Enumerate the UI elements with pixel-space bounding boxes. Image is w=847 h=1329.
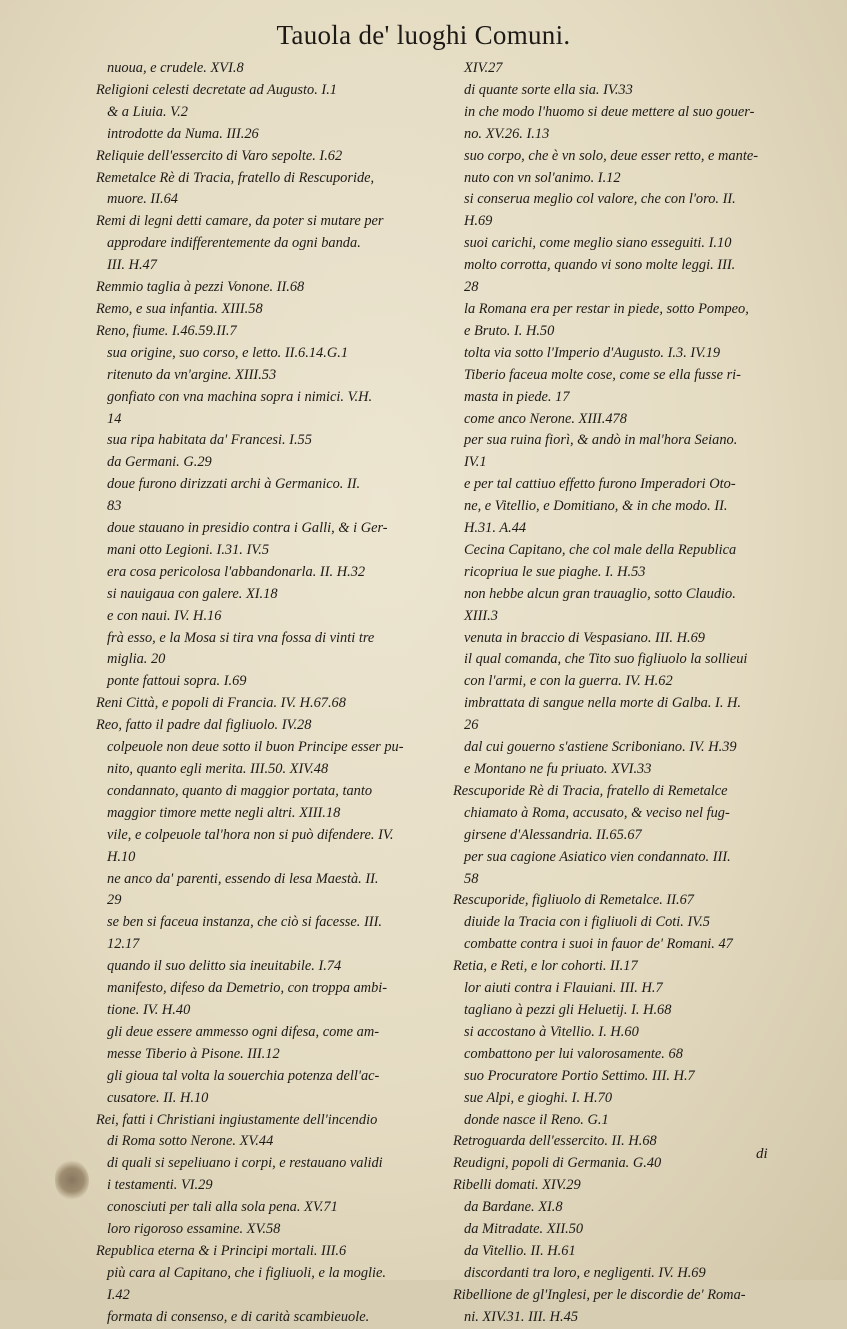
index-entry-sub: tolta via sotto l'Imperio d'Augusto. I.3. IV.19 <box>464 344 721 361</box>
index-entry-sub: di Roma sotto Nerone. XV.44 <box>107 1133 274 1150</box>
index-entry-sub: mani otto Legioni. I.31. IV.5 <box>107 541 270 558</box>
index-entry-sub: venuta in braccio di Vespasiano. III. H.69 <box>464 629 705 646</box>
index-entry-sub: per sua cagione Asiatico vien condannato. III. <box>464 848 731 865</box>
index-entry-sub: 26 <box>464 717 479 734</box>
index-entry-sub: H.69 <box>464 213 493 230</box>
index-entry-sub: suo corpo, che è vn solo, deue esser retto, e mante- <box>464 147 758 164</box>
index-entry-sub: il qual comanda, che Tito suo figliuolo la sollieui <box>464 651 748 668</box>
index-entry-heading: Remi di legni detti camare, da poter si mutare per <box>96 213 384 230</box>
index-entry-sub: muore. II.64 <box>107 191 179 208</box>
index-entry-sub: nito, quanto egli merita. III.50. XIV.48 <box>107 761 329 777</box>
index-entry-sub: ni. XIV.31. III. H.45 <box>464 1308 579 1325</box>
index-entry-sub: con l'armi, e con la guerra. IV. H.62 <box>464 673 673 690</box>
index-entry-sub: e Montano ne fu priuato. XVI.33 <box>464 761 652 777</box>
index-entry-sub: 12.17 <box>107 936 140 953</box>
index-entry-sub: IV.1 <box>464 454 487 471</box>
index-entry-sub: condannato, quanto di maggior portata, tanto <box>107 782 373 799</box>
index-entry-sub: ne, e Vitellio, e Domitiano, & in che modo. II. <box>464 498 728 515</box>
index-entry-sub: combatte contra i suoi in fauor de' Romani. 47 <box>464 936 733 953</box>
index-entry-sub: maggior timore mette negli altri. XIII.18 <box>107 804 341 821</box>
index-entry-sub: sua ripa habitata da' Francesi. I.55 <box>107 432 312 449</box>
index-entry-sub: da Bardane. XI.8 <box>464 1199 563 1216</box>
index-entry-sub: H.31. A.44 <box>464 520 527 537</box>
index-entry-sub: chiamato à Roma, accusato, & veciso nel fug- <box>464 804 730 821</box>
index-entry-sub: no. XV.26. I.13 <box>464 125 550 142</box>
index-entry-sub: 14 <box>107 410 122 427</box>
index-entry-heading: Retia, e Reti, e lor cohorti. II.17 <box>453 958 638 975</box>
index-entry-sub: tagliano à pezzi gli Heluetij. I. H.68 <box>464 1001 672 1018</box>
index-entry-sub: se ben si faceua instanza, che ciò si facesse. III. <box>107 914 382 931</box>
index-entry-sub: da Mitradate. XII.50 <box>464 1221 584 1238</box>
index-entry-sub: Cecina Capitano, che col male della Republica <box>464 541 737 558</box>
index-entry-heading: Ribellione de gl'Inglesi, per le discordie de' Roma- <box>453 1286 746 1303</box>
index-entry-sub: ponte fattoui sopra. I.69 <box>107 673 247 690</box>
index-entry-sub: i testamenti. VI.29 <box>107 1177 213 1194</box>
index-entry-heading: Remo, e sua infantia. XIII.58 <box>96 300 263 317</box>
index-entry-sub: donde nasce il Reno. G.1 <box>464 1111 609 1128</box>
index-entry-sub: sua origine, suo corso, e letto. II.6.14.G.1 <box>107 344 349 361</box>
index-entry-heading: Reliquie dell'essercito di Varo sepolte. I.62 <box>96 147 343 164</box>
index-entry-sub: nuoua, e crudele. XVI.8 <box>107 60 244 76</box>
index-entry-heading: Rescuporide Rè di Tracia, fratello di Remetalce <box>453 782 728 799</box>
index-entry-sub: 83 <box>107 498 122 515</box>
index-entry-sub: ne anco da' parenti, essendo di lesa Maestà. II. <box>107 870 379 887</box>
index-entry-heading: Remetalce Rè di Tracia, fratello di Rescuporide, <box>96 169 375 186</box>
index-entry-sub: molto corrotta, quando vi sono molte leggi. III. <box>464 257 736 274</box>
index-entry-sub: frà esso, e la Mosa si tira vna fossa di vinti tre <box>107 629 375 646</box>
index-entry-heading: Reudigni, popoli di Germania. G.40 <box>453 1155 662 1172</box>
index-entry-sub: loro rigoroso essamine. XV.58 <box>107 1221 281 1238</box>
index-entry-sub: non hebbe alcun gran trauaglio, sotto Claudio. <box>464 585 736 602</box>
index-entry-sub: combattono per lui valorosamente. 68 <box>464 1045 683 1062</box>
index-entry-sub: girsene d'Alessandria. II.65.67 <box>464 826 642 843</box>
index-entry-sub: da Germani. G.29 <box>107 454 212 471</box>
index-entry-sub: diuide la Tracia con i figliuoli di Coti. IV.5 <box>464 914 710 931</box>
index-entry-sub: conosciuti per tali alla sola pena. XV.71 <box>107 1199 338 1216</box>
index-entry-sub: discordanti tra loro, e negligenti. IV. H.69 <box>464 1264 706 1281</box>
index-entry-sub: di quante sorte ella sia. IV.33 <box>464 81 633 98</box>
index-entry-sub: si accostano à Vitellio. I. H.60 <box>464 1023 639 1040</box>
index-entry-heading: Remmio taglia à pezzi Vonone. II.68 <box>96 279 305 296</box>
index-entry-sub: sue Alpi, e gioghi. I. H.70 <box>464 1089 613 1106</box>
index-entry-sub: nuto con vn sol'animo. I.12 <box>464 169 621 186</box>
index-entry-sub: doue furono dirizzati archi à Germanico. II. <box>107 476 361 493</box>
index-entry-heading: Reo, fatto il padre dal figliuolo. IV.28 <box>96 717 312 734</box>
index-entry-sub: si nauigaua con galere. XI.18 <box>107 585 278 602</box>
index-entry-heading: Republica eterna & i Principi mortali. III.6 <box>96 1242 347 1259</box>
index-entry-sub: e Bruto. I. H.50 <box>464 322 555 339</box>
index-entry-heading: Reno, fiume. I.46.59.II.7 <box>96 322 237 339</box>
index-entry-sub: e con naui. IV. H.16 <box>107 607 222 624</box>
index-entry-sub: colpeuole non deue sotto il buon Principe esser pu- <box>107 739 404 756</box>
index-entry-sub: 29 <box>107 892 122 909</box>
index-entry-sub: per sua ruina fiorì, & andò in mal'hora Seiano. <box>464 432 738 449</box>
catchword: di <box>756 1146 768 1162</box>
index-entry-sub: dal cui gouerno s'astiene Scriboniano. IV. H.39 <box>464 739 737 756</box>
index-entry-sub: formata di consenso, e di carità scambieuole. <box>107 1308 370 1325</box>
index-entry-sub: suoi carichi, come meglio siano esseguiti. I.10 <box>464 235 732 252</box>
index-entry-sub: gli deue essere ammesso ogni difesa, come am- <box>107 1023 380 1040</box>
index-entry-sub: come anco Nerone. XIII.478 <box>464 410 627 427</box>
ink-stain <box>55 1160 89 1200</box>
index-entry-sub: manifesto, difeso da Demetrio, con troppa ambi- <box>107 980 388 997</box>
index-entry-sub: suo Procuratore Portio Settimo. III. H.7 <box>464 1067 695 1084</box>
index-entry-sub: I.42 <box>107 1286 130 1303</box>
left-index-column <box>96 58 452 1329</box>
index-entry-sub: la Romana era per restar in piede, sotto Pompeo, <box>464 300 749 317</box>
index-entry-sub: ricopriua le sue piaghe. I. H.53 <box>464 563 646 580</box>
index-entry-sub: 28 <box>464 279 479 296</box>
index-entry-sub: gli gioua tal volta la souerchia potenza dell'ac- <box>107 1067 380 1084</box>
index-entry-sub: Tiberio faceua molte cose, come se ella fusse ri- <box>464 366 741 383</box>
page-title: Tauola de' luoghi Comuni. <box>276 20 571 50</box>
index-entry-sub: da Vitellio. II. H.61 <box>464 1242 576 1259</box>
index-entry-sub: masta in piede. 17 <box>464 388 570 405</box>
index-entry-sub: quando il suo delitto sia ineuitabile. I.74 <box>107 958 342 975</box>
index-entry-sub: più cara al Capitano, che i figliuoli, e la moglie. <box>107 1264 386 1281</box>
index-entry-sub: ritenuto da vn'argine. XIII.53 <box>107 366 277 383</box>
index-entry-heading: Reni Città, e popoli di Francia. IV. H.67.68 <box>96 695 346 712</box>
index-entry-sub: H.10 <box>107 848 136 865</box>
index-entry-sub: di quali si sepeliuano i corpi, e restauano validi <box>107 1155 383 1172</box>
index-entry-heading: Ribelli domati. XIV.29 <box>453 1177 581 1194</box>
index-entry-sub: III. H.47 <box>107 257 157 274</box>
index-entry-sub: in che modo l'huomo si deue mettere al suo gouer- <box>464 103 755 120</box>
index-entry-sub: approdare indifferentemente da ogni banda. <box>107 235 361 252</box>
index-entry-sub: tione. IV. H.40 <box>107 1001 191 1018</box>
index-entry-heading: Retroguarda dell'essercito. II. H.68 <box>453 1133 657 1150</box>
index-entry-sub: vile, e colpeuole tal'hora non si può difendere. IV. <box>107 826 394 843</box>
index-entry-sub: doue stauano in presidio contra i Galli, & i Ger- <box>107 520 388 537</box>
index-entry-sub: imbrattata di sangue nella morte di Galba. I. H. <box>464 695 742 712</box>
index-entry-sub: si conserua meglio col valore, che con l'oro. II. <box>464 191 736 208</box>
index-entry-sub: gonfiato con vna machina sopra i nimici. V.H. <box>107 388 373 405</box>
index-entry-sub: & a Liuia. V.2 <box>107 103 188 120</box>
index-entry-sub: cusatore. II. H.10 <box>107 1089 209 1106</box>
index-entry-heading: Rescuporide, figliuolo di Remetalce. II.67 <box>453 892 694 909</box>
index-entry-sub: XIV.27 <box>464 60 503 76</box>
right-index-column <box>453 58 798 1329</box>
index-entry-sub: lor aiuti contra i Flauiani. III. H.7 <box>464 980 663 997</box>
index-entry-sub: e per tal cattiuo effetto furono Imperadori Oto- <box>464 476 736 493</box>
index-entry-heading: Rei, fatti i Christiani ingiustamente dell'incendio <box>96 1111 378 1128</box>
index-entry-sub: 58 <box>464 870 479 887</box>
index-entry-sub: miglia. 20 <box>107 651 166 668</box>
index-entry-sub: XIII.3 <box>464 607 498 624</box>
index-entry-sub: messe Tiberio à Pisone. III.12 <box>107 1045 280 1062</box>
index-entry-sub: introdotte da Numa. III.26 <box>107 125 259 142</box>
index-entry-sub: era cosa pericolosa l'abbandonarla. II. H.32 <box>107 563 366 580</box>
index-entry-heading: Religioni celesti decretate ad Augusto. I.1 <box>96 81 337 98</box>
